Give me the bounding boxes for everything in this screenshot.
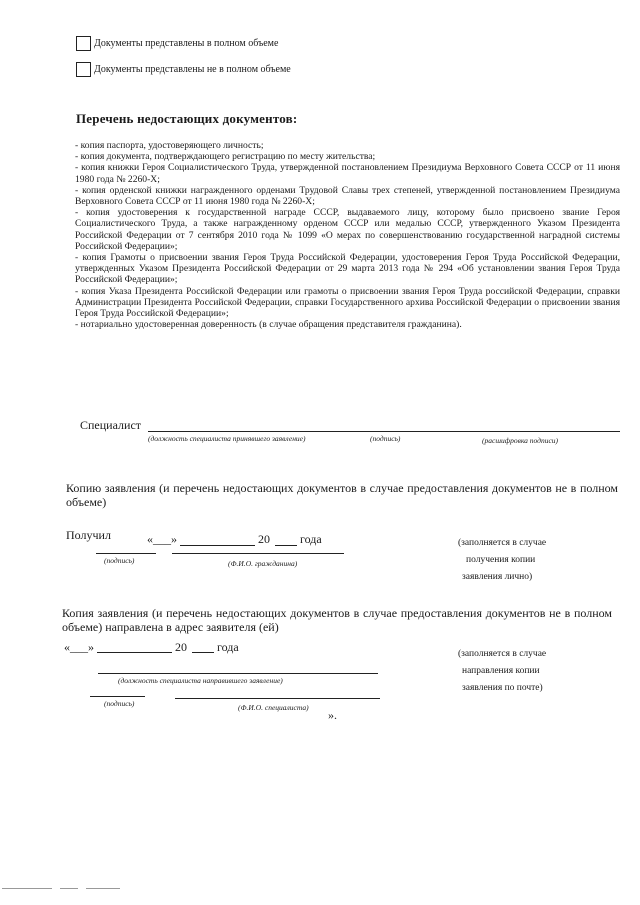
footer-divider (60, 888, 78, 889)
missing-documents-list (75, 140, 620, 330)
sent-closing-mark: ». (328, 708, 337, 722)
sent-note-line: (заполняется в случае (458, 649, 547, 659)
list-item: - копия Грамоты о присвоении звания Героя Труда Российской Федерации, удостоверения Героя Труда Российской Федерации, утвержденных Указом Президента Российской Федерации от 29 марта 2013 года № 294 «Об установлении звания Героя Труда Российской Федерации»; (75, 252, 620, 286)
received-note-line: получения копии (466, 555, 536, 565)
received-signature-caption: (подпись) (104, 556, 135, 565)
received-label: Получил (66, 528, 111, 542)
checkbox-documents-full[interactable] (76, 36, 91, 51)
sent-year-line[interactable] (192, 652, 214, 653)
received-day: «___» (147, 532, 177, 546)
list-item: - копия орденской книжки награжденного орденами Трудовой Славы трех степеней, утвержденной постановлением Президиума Верховного Совета СССР от 11 июня 1980 года № 2260-Х; (75, 184, 620, 208)
specialist-signature-line[interactable] (148, 431, 620, 432)
received-note (458, 535, 546, 586)
sent-note (458, 646, 546, 697)
list-item: - копия документа, подтверждающего регистрацию по месту жительства; (75, 151, 376, 163)
received-signature-line[interactable] (96, 553, 156, 554)
specialist-decoding-caption: (расшифровка подписи) (482, 436, 559, 445)
checkbox-label-partial: Документы представлены не в полном объеме (94, 64, 291, 75)
specialist-position-caption: (должность специалиста принявшего заявление) (148, 434, 306, 443)
footer-divider (2, 888, 52, 889)
list-item: - копия удостоверения к государственной награде СССР, выдаваемого лицу, которому было присвоено звание Героя Социалистического Труда, а также награжденному орденом СССР или медалью СССР, утвержденного Указом Президента Российской Федерации от 7 сентября 2010 года № 1099 «О мерах по совершенствованию государственной наградной системы Российской Федерации»; (75, 207, 620, 252)
sent-year-suffix: года (217, 640, 239, 654)
missing-documents-heading: Перечень недостающих документов: (76, 111, 298, 126)
list-item: - копия Указа Президента Российской Федерации или грамоты о присвоении звания Героя Труда российской Федерации, справки Администрации Президента Российской Федерации, справки Государственного архива Российской Федерации о присвоении звания Героя Труда Российской Федерации»; (75, 285, 620, 320)
received-month-line[interactable] (180, 545, 255, 546)
sent-signature-caption: (подпись) (104, 699, 135, 708)
received-name-line[interactable] (172, 553, 344, 554)
sent-intro-text: Копия заявления (и перечень недостающих документов в случае предоставления документов не в полном объеме) направлена в адрес заявителя (ей) (62, 606, 612, 634)
checkbox-label-full: Документы представлены в полном объеме (94, 38, 279, 49)
specialist-signature-caption: (подпись) (370, 434, 401, 443)
sent-position-line[interactable] (98, 673, 378, 674)
checkbox-row-partial[interactable] (76, 62, 291, 77)
received-note-line: (заполняется в случае (458, 538, 547, 548)
sent-year-prefix: 20 (175, 640, 187, 654)
sent-month-line[interactable] (97, 652, 172, 653)
sent-name-caption: (Ф.И.О. специалиста) (238, 703, 309, 712)
sent-note-line: заявления по почте) (462, 683, 543, 693)
received-year-line[interactable] (275, 545, 297, 546)
list-item: - нотариально удостоверенная доверенность (в случае обращения представителя гражданина). (75, 319, 462, 331)
sent-position-caption: (должность специалиста направившего заявление) (118, 676, 283, 685)
sent-note-line: направления копии (462, 666, 540, 676)
received-name-caption: (Ф.И.О. гражданина) (228, 559, 298, 568)
specialist-label: Специалист (80, 418, 142, 432)
received-intro-text: Копию заявления (и перечень недостающих документов в случае предоставления документов не в полном объеме) (66, 481, 618, 509)
sent-name-line[interactable] (175, 698, 380, 699)
sent-day: «___» (64, 640, 94, 654)
sent-signature-line[interactable] (90, 696, 145, 697)
checkbox-row-full[interactable] (76, 36, 278, 51)
checkbox-documents-partial[interactable] (76, 62, 91, 77)
list-item: - копия книжки Героя Социалистического Труда, утвержденной постановлением Президиума Верховного Совета СССР от 11 июня 1980 года № 2260-Х; (75, 162, 620, 185)
received-year-prefix: 20 (258, 532, 270, 546)
received-year-suffix: года (300, 532, 322, 546)
list-item: - копия паспорта, удостоверяющего личность; (75, 140, 264, 151)
footer-divider (86, 888, 120, 889)
received-note-line: заявления лично) (462, 572, 533, 582)
